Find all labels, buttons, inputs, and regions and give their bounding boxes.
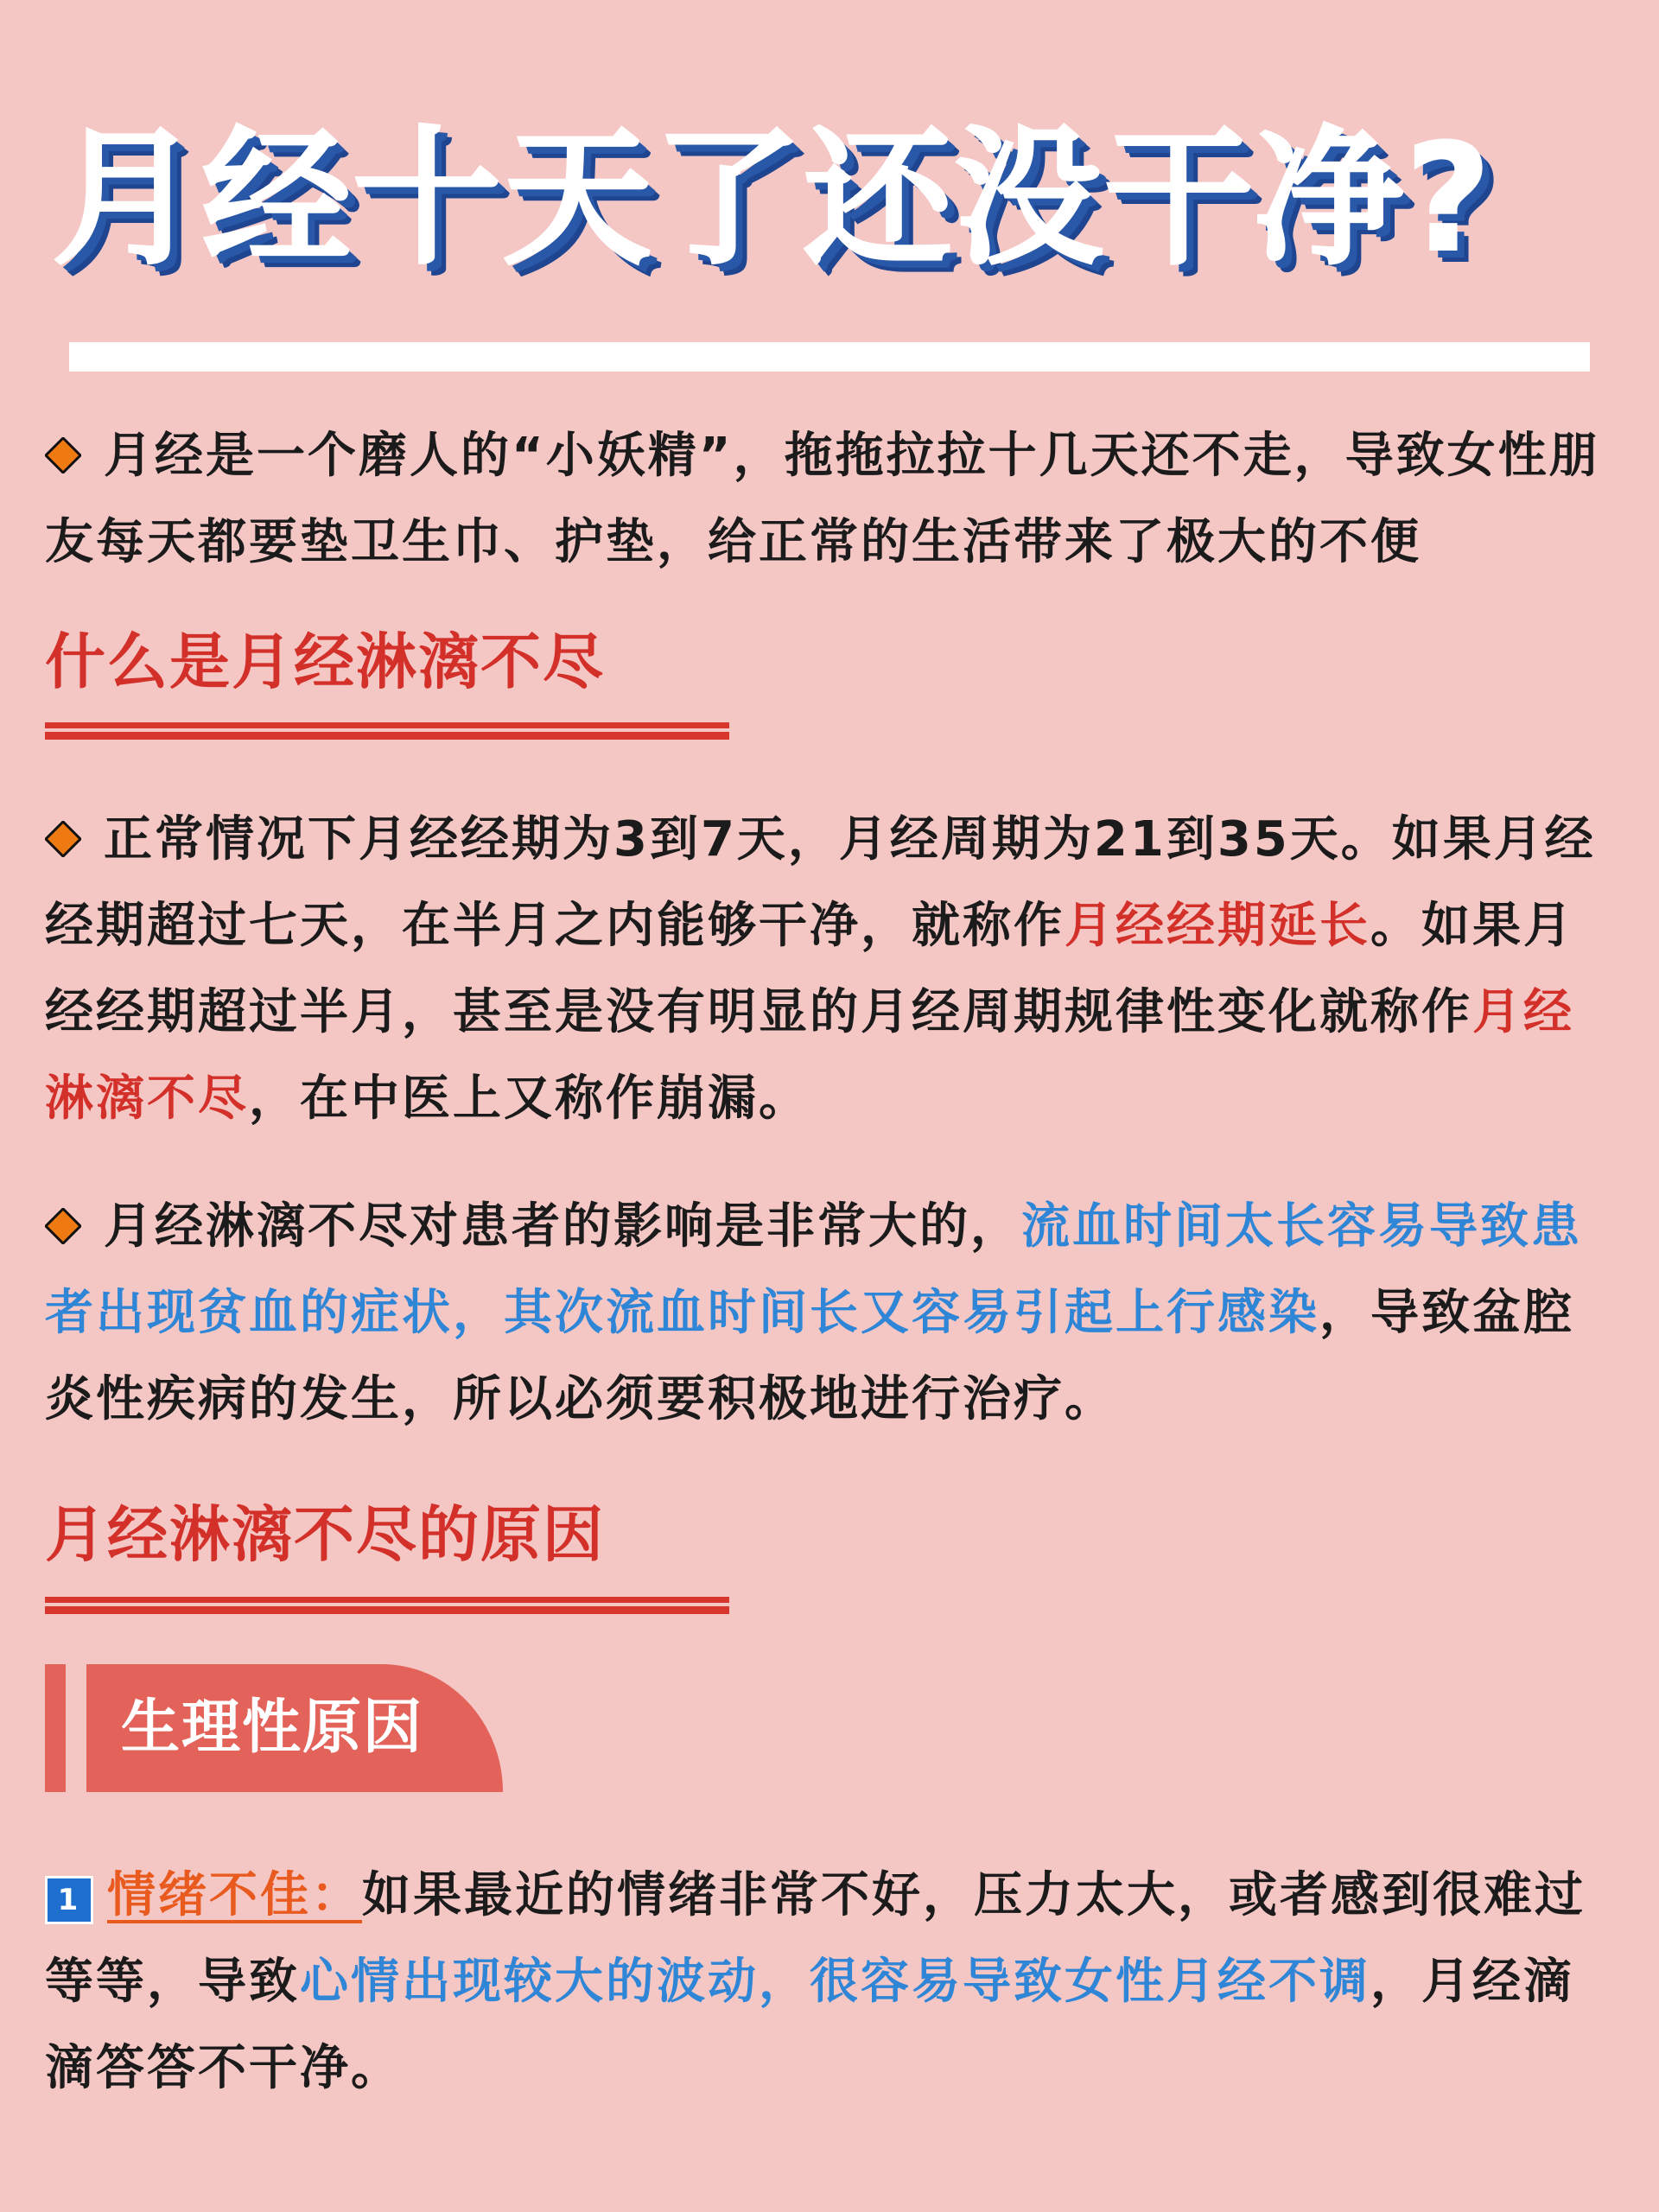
page-title: 月经十天了还没干净?	[52, 111, 1493, 285]
definition-paragraph	[45, 797, 1614, 1142]
tag-accent-stripe	[45, 1664, 66, 1792]
impact-paragraph	[45, 1184, 1614, 1443]
highlight-term-prolonged: 月经经期延长	[1065, 898, 1370, 954]
impact-highlight: 流血时间太长容易导致患者出现贫血的症状，其次流血时间长又容易引起上行感染	[45, 1198, 1582, 1341]
highlight-term-dripping: 月经淋漓不尽	[45, 984, 1574, 1127]
section-underline	[45, 1597, 729, 1614]
diamond-bullet-icon	[45, 437, 81, 474]
cause-highlight: 心情出现较大的波动，很容易导致女性月经不调	[300, 1954, 1370, 2010]
definition-text-part: 正常情况下月经经期为3到7天，月经周期为21到35天。如果月经经期超过七天，在半月之内能够干净，就称作	[45, 811, 1596, 954]
cause-label: 情绪不佳：	[107, 1867, 362, 1923]
intro-paragraph	[45, 413, 1614, 586]
number-badge: 1	[45, 1876, 93, 1924]
section-underline	[45, 722, 729, 740]
impact-text-part: 月经淋漓不尽对患者的影响是非常大的，	[104, 1198, 1021, 1255]
diamond-bullet-icon	[45, 1208, 81, 1244]
cause-text-part: 如果最近的情绪非常不好，压力太大，或者感到很难过等等，导致	[45, 1867, 1586, 2010]
subsection-tag-physiological: 生理性原因	[86, 1664, 503, 1792]
definition-text-part: ，在中医上又称作崩漏。	[249, 1071, 810, 1127]
title-divider	[69, 342, 1590, 372]
section-heading-definition: 什么是月经淋漓不尽	[45, 626, 605, 697]
cause-text-part: ，月经滴滴答答不干净。	[45, 1954, 1574, 2096]
intro-text: 月经是一个磨人的“小妖精”，拖拖拉拉十几天还不走，导致女性朋友每天都要垫卫生巾、护垫，给正常的生活带来了极大的不便	[45, 428, 1600, 570]
impact-text-part: ，导致盆腔炎性疾病的发生，所以必须要积极地进行治疗。	[45, 1285, 1574, 1427]
cause-item-1	[45, 1853, 1614, 2112]
section-heading-causes: 月经淋漓不尽的原因	[45, 1499, 605, 1570]
diamond-bullet-icon	[45, 821, 81, 857]
definition-text-part: 。如果月经经期超过半月，甚至是没有明显的月经周期规律性变化就称作	[45, 898, 1574, 1040]
